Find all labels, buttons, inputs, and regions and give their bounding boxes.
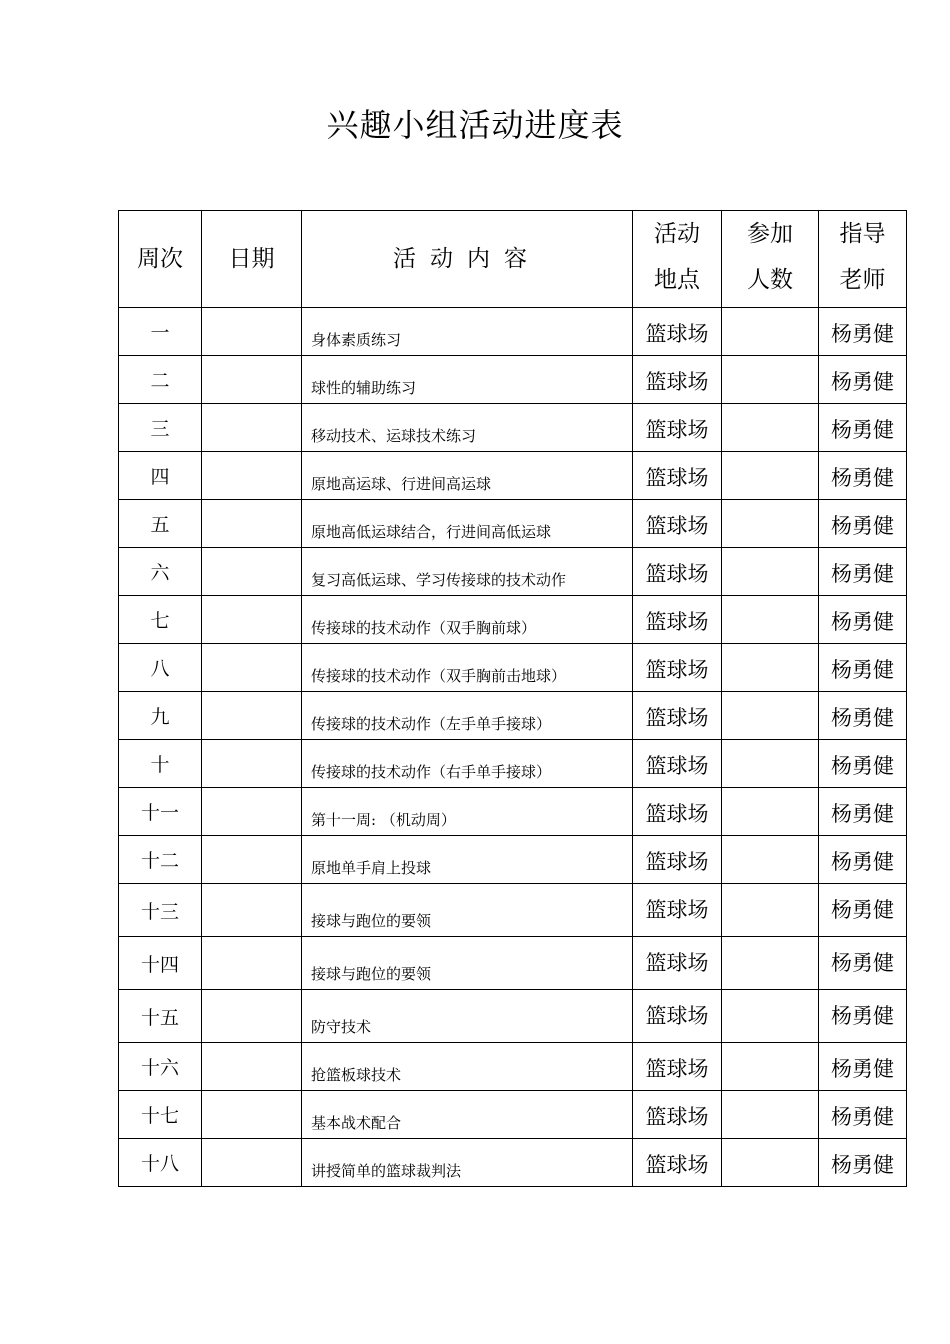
count-cell (722, 1139, 819, 1187)
teacher-cell: 杨勇健 (819, 1043, 907, 1091)
place-cell: 篮球场 (633, 1043, 722, 1091)
count-cell (722, 1043, 819, 1091)
table-row (119, 356, 907, 404)
content-cell: 防守技术 (302, 990, 633, 1043)
table-row (119, 548, 907, 596)
teacher-cell: 杨勇健 (819, 644, 907, 692)
content-cell: 传接球的技术动作（双手胸前球） (302, 596, 633, 644)
header-date: 日期 (202, 211, 302, 308)
week-cell: 十五 (119, 990, 202, 1043)
week-cell: 十四 (119, 937, 202, 990)
week-cell: 六 (119, 548, 202, 596)
table-row (119, 884, 907, 937)
count-cell (722, 740, 819, 788)
teacher-cell: 杨勇健 (819, 990, 907, 1043)
table-row (119, 740, 907, 788)
header-teacher (819, 211, 907, 308)
count-cell (722, 596, 819, 644)
date-cell (202, 452, 302, 500)
date-cell (202, 692, 302, 740)
place-cell: 篮球场 (633, 452, 722, 500)
table-row (119, 644, 907, 692)
table-row (119, 937, 907, 990)
teacher-cell: 杨勇健 (819, 1091, 907, 1139)
content-cell: 讲授简单的篮球裁判法 (302, 1139, 633, 1187)
content-cell: 复习高低运球、学习传接球的技术动作 (302, 548, 633, 596)
table-row (119, 1091, 907, 1139)
content-cell: 传接球的技术动作（右手单手接球） (302, 740, 633, 788)
teacher-cell: 杨勇健 (819, 356, 907, 404)
count-cell (722, 644, 819, 692)
date-cell (202, 884, 302, 937)
week-cell: 九 (119, 692, 202, 740)
content-cell: 接球与跑位的要领 (302, 884, 633, 937)
date-cell (202, 1091, 302, 1139)
teacher-cell: 杨勇健 (819, 884, 907, 937)
content-cell: 球性的辅助练习 (302, 356, 633, 404)
week-cell: 十二 (119, 836, 202, 884)
week-cell: 三 (119, 404, 202, 452)
header-count-line1: 参加 (747, 221, 793, 247)
week-cell: 十六 (119, 1043, 202, 1091)
content-cell: 身体素质练习 (302, 308, 633, 356)
content-cell: 原地高运球、行进间高运球 (302, 452, 633, 500)
header-count (722, 211, 819, 308)
week-cell: 八 (119, 644, 202, 692)
content-cell: 移动技术、运球技术练习 (302, 404, 633, 452)
header-place-line1: 活动 (654, 221, 700, 247)
teacher-cell: 杨勇健 (819, 1139, 907, 1187)
week-cell: 十一 (119, 788, 202, 836)
table-row (119, 788, 907, 836)
date-cell (202, 596, 302, 644)
table-row (119, 404, 907, 452)
place-cell: 篮球场 (633, 644, 722, 692)
date-cell (202, 740, 302, 788)
date-cell (202, 1043, 302, 1091)
place-cell: 篮球场 (633, 308, 722, 356)
teacher-cell: 杨勇健 (819, 836, 907, 884)
teacher-cell: 杨勇健 (819, 500, 907, 548)
place-cell: 篮球场 (633, 740, 722, 788)
table-row (119, 1139, 907, 1187)
place-cell: 篮球场 (633, 500, 722, 548)
date-cell (202, 990, 302, 1043)
place-cell: 篮球场 (633, 692, 722, 740)
place-cell: 篮球场 (633, 596, 722, 644)
content-cell: 原地单手肩上投球 (302, 836, 633, 884)
place-cell: 篮球场 (633, 1139, 722, 1187)
count-cell (722, 500, 819, 548)
page-title: 兴趣小组活动进度表 (326, 106, 624, 144)
table-row (119, 836, 907, 884)
week-cell: 十 (119, 740, 202, 788)
count-cell (722, 937, 819, 990)
date-cell (202, 308, 302, 356)
count-cell (722, 356, 819, 404)
date-cell (202, 836, 302, 884)
place-cell: 篮球场 (633, 404, 722, 452)
header-count-line2: 人数 (747, 267, 793, 293)
place-cell: 篮球场 (633, 788, 722, 836)
count-cell (722, 692, 819, 740)
count-cell (722, 452, 819, 500)
place-cell: 篮球场 (633, 990, 722, 1043)
content-cell: 第十一周: （机动周） (302, 788, 633, 836)
table-row (119, 990, 907, 1043)
table-row (119, 308, 907, 356)
week-cell: 十八 (119, 1139, 202, 1187)
date-cell (202, 548, 302, 596)
date-cell (202, 404, 302, 452)
week-cell: 二 (119, 356, 202, 404)
place-cell: 篮球场 (633, 548, 722, 596)
content-cell: 抢篮板球技术 (302, 1043, 633, 1091)
table-row (119, 596, 907, 644)
header-row (119, 211, 907, 308)
place-cell: 篮球场 (633, 884, 722, 937)
teacher-cell: 杨勇健 (819, 404, 907, 452)
count-cell (722, 404, 819, 452)
teacher-cell: 杨勇健 (819, 308, 907, 356)
count-cell (722, 884, 819, 937)
place-cell: 篮球场 (633, 836, 722, 884)
count-cell (722, 990, 819, 1043)
week-cell: 一 (119, 308, 202, 356)
table-row (119, 1043, 907, 1091)
header-place-line2: 地点 (654, 267, 700, 293)
date-cell (202, 788, 302, 836)
table-row (119, 500, 907, 548)
teacher-cell: 杨勇健 (819, 596, 907, 644)
count-cell (722, 1091, 819, 1139)
date-cell (202, 1139, 302, 1187)
teacher-cell: 杨勇健 (819, 548, 907, 596)
table-row (119, 452, 907, 500)
content-cell: 原地高低运球结合，行进间高低运球 (302, 500, 633, 548)
week-cell: 七 (119, 596, 202, 644)
date-cell (202, 937, 302, 990)
teacher-cell: 杨勇健 (819, 740, 907, 788)
place-cell: 篮球场 (633, 356, 722, 404)
week-cell: 十三 (119, 884, 202, 937)
teacher-cell: 杨勇健 (819, 452, 907, 500)
table-row (119, 692, 907, 740)
header-teacher-line2: 老师 (839, 267, 886, 293)
content-cell: 基本战术配合 (302, 1091, 633, 1139)
content-cell: 接球与跑位的要领 (302, 937, 633, 990)
date-cell (202, 644, 302, 692)
date-cell (202, 500, 302, 548)
content-cell: 传接球的技术动作（左手单手接球） (302, 692, 633, 740)
header-content: 活动内容 (302, 211, 633, 308)
count-cell (722, 548, 819, 596)
header-teacher-line1: 指导 (839, 221, 886, 247)
place-cell: 篮球场 (633, 1091, 722, 1139)
teacher-cell: 杨勇健 (819, 692, 907, 740)
count-cell (722, 308, 819, 356)
count-cell (722, 836, 819, 884)
teacher-cell: 杨勇健 (819, 788, 907, 836)
week-cell: 五 (119, 500, 202, 548)
header-week: 周次 (119, 211, 202, 308)
count-cell (722, 788, 819, 836)
date-cell (202, 356, 302, 404)
header-place (633, 211, 722, 308)
teacher-cell: 杨勇健 (819, 937, 907, 990)
schedule-table (118, 210, 907, 1187)
place-cell: 篮球场 (633, 937, 722, 990)
week-cell: 十七 (119, 1091, 202, 1139)
week-cell: 四 (119, 452, 202, 500)
content-cell: 传接球的技术动作（双手胸前击地球） (302, 644, 633, 692)
